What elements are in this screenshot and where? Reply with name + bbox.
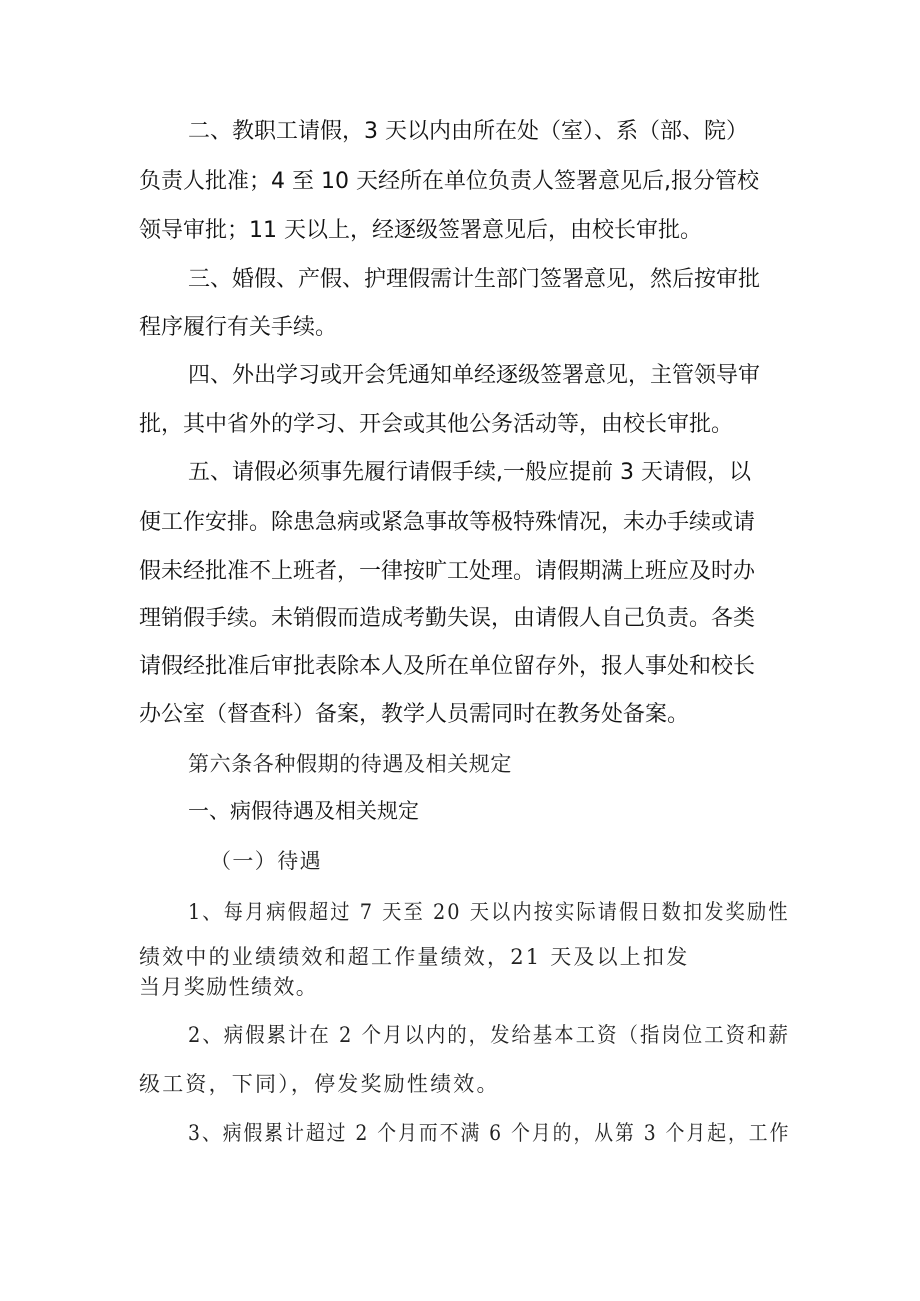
item-1-line-1: 1、每月病假超过 7 天至 20 天以内按实际请假日数扣发奖励性 <box>188 900 790 924</box>
paragraph-5-line-2: 便工作安排。除患急病或紧急事故等极特殊情况，未办手续或请 <box>139 510 756 535</box>
item-1-line-3: 当月奖励性绩效。 <box>139 975 319 999</box>
paragraph-4-line-1: 四、外出学习或开会凭通知单经逐级签署意见，主管领导审 <box>188 363 761 388</box>
paragraph-3-line-2: 程序履行有关手续。 <box>139 315 338 340</box>
paragraph-3-line-1: 三、婚假、产假、护理假需计生部门签署意见，然后按审批 <box>188 267 761 292</box>
paragraph-5-line-1: 五、请假必须事先履行请假手续,一般应提前 3 天请假，以 <box>188 460 751 485</box>
paragraph-5-line-4: 理销假手续。未销假而造成考勤失误，由请假人自己负责。各类 <box>139 606 756 631</box>
section-sick-leave-heading: 一、病假待遇及相关规定 <box>188 799 419 823</box>
item-3-line-1: 3、病假累计超过 2 个月而不满 6 个月的，从第 3 个月起，工作 <box>188 1121 791 1145</box>
paragraph-5-line-5: 请假经批准后审批表除本人及所在单位留存外，报人事处和校长 <box>139 654 756 679</box>
item-1-line-2: 绩效中的业绩绩效和超工作量绩效，21 天及以上扣发 <box>139 945 690 969</box>
paragraph-5-line-6: 办公室（督查科）备案，教学人员需同时在教务处备案。 <box>139 702 690 727</box>
paragraph-2-line-1: 二、教职工请假，3 天以内由所在处（室）、系（部、院） <box>188 119 748 144</box>
item-2-line-1: 2、病假累计在 2 个月以内的，发给基本工资（指岗位工资和薪 <box>188 1023 790 1047</box>
article-6-title: 第六条各种假期的待遇及相关规定 <box>188 752 512 776</box>
paragraph-4-line-2: 批，其中省外的学习、开会或其他公务活动等，由校长审批。 <box>139 412 734 437</box>
paragraph-2-line-3: 领导审批；11 天以上，经逐级签署意见后，由校长审批。 <box>139 218 702 243</box>
item-2-line-2: 级工资，下同），停发奖励性绩效。 <box>139 1072 500 1096</box>
subsection-treatment-heading: （一）待遇 <box>210 849 322 873</box>
paragraph-2-line-2: 负责人批准；4 至 10 天经所在单位负责人签署意见后,报分管校 <box>139 169 759 194</box>
paragraph-5-line-3: 假未经批准不上班者，一律按旷工处理。请假期满上班应及时办 <box>139 559 756 584</box>
